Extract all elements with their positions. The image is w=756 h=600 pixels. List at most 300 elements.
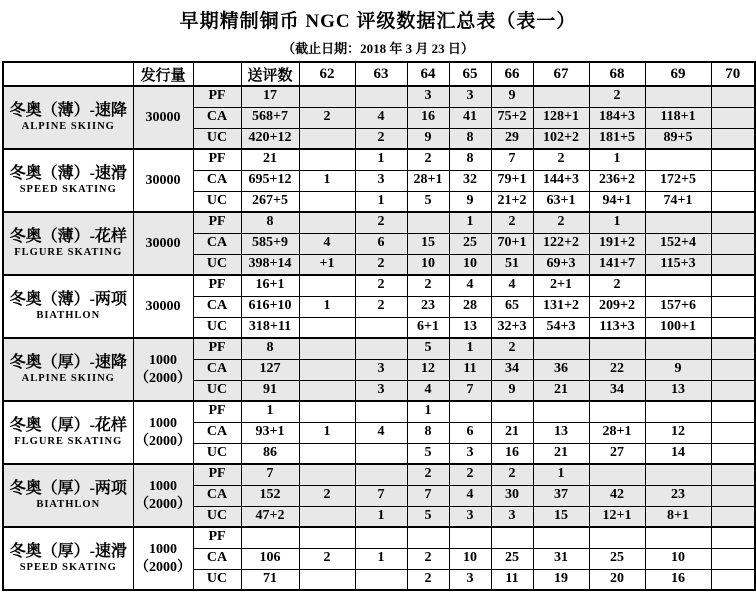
- grade-cell: 5: [407, 338, 449, 359]
- grade-cell: 28+1: [407, 170, 449, 191]
- grade-cell: 10: [449, 254, 491, 275]
- header-blank-label: [3, 62, 133, 86]
- submission-count: [241, 527, 299, 548]
- grade-cell: [711, 548, 755, 569]
- grade-cell: 31: [533, 548, 589, 569]
- grade-cell: [299, 275, 355, 296]
- mintage-value: [133, 149, 193, 212]
- grade-cell: 2: [355, 128, 407, 149]
- grade-cell: 2: [407, 569, 449, 590]
- grade-cell: [711, 380, 755, 401]
- grade-cell: 65: [491, 296, 533, 317]
- grade-cell: 4: [355, 107, 407, 128]
- grade-cell: 21: [533, 380, 589, 401]
- grade-type: UC: [193, 317, 241, 338]
- grade-cell: 6: [449, 422, 491, 443]
- page-title: 早期精制铜币 NGC 评级数据汇总表（表一）: [179, 11, 577, 32]
- grade-cell: [711, 401, 755, 422]
- grade-cell: [711, 485, 755, 506]
- grade-cell: [299, 569, 355, 590]
- grade-cell: [299, 380, 355, 401]
- submission-count: 152: [241, 485, 299, 506]
- header-blank-type: [193, 62, 241, 86]
- grade-cell: [645, 275, 711, 296]
- grade-cell: 8: [449, 128, 491, 149]
- grade-cell: [533, 338, 589, 359]
- submission-count: 398+14: [241, 254, 299, 275]
- grade-cell: 9: [449, 191, 491, 212]
- grade-cell: 74+1: [645, 191, 711, 212]
- coin-label: [3, 275, 133, 338]
- grade-cell: 89+5: [645, 128, 711, 149]
- grade-cell: 2: [407, 464, 449, 485]
- header-grade-67: 67: [533, 62, 589, 86]
- submission-count: 71: [241, 569, 299, 590]
- header-grade-66: 66: [491, 62, 533, 86]
- submission-count: 8: [241, 338, 299, 359]
- grade-cell: 3: [491, 506, 533, 527]
- grade-cell: 7: [355, 485, 407, 506]
- grade-cell: [645, 464, 711, 485]
- grade-cell: 157+6: [645, 296, 711, 317]
- grade-cell: 1: [299, 170, 355, 191]
- grade-cell: 6+1: [407, 317, 449, 338]
- grade-cell: [355, 401, 407, 422]
- grade-cell: [711, 527, 755, 548]
- grade-cell: [533, 527, 589, 548]
- submission-count: 17: [241, 86, 299, 107]
- submission-count: 91: [241, 380, 299, 401]
- grade-cell: 1: [299, 422, 355, 443]
- grade-cell: [355, 86, 407, 107]
- grade-cell: 30: [491, 485, 533, 506]
- header-grade-68: 68: [589, 62, 645, 86]
- grade-cell: 4: [407, 380, 449, 401]
- grade-cell: 2: [533, 212, 589, 233]
- grade-cell: +1: [299, 254, 355, 275]
- coin-label: [3, 527, 133, 590]
- grade-cell: 10: [449, 548, 491, 569]
- grade-cell: 21+2: [491, 191, 533, 212]
- grade-type: CA: [193, 233, 241, 254]
- grade-type: PF: [193, 401, 241, 422]
- grade-cell: 4: [449, 275, 491, 296]
- submission-count: 47+2: [241, 506, 299, 527]
- grade-cell: [299, 338, 355, 359]
- mintage-line: 30000: [145, 109, 181, 125]
- grade-cell: 1: [589, 212, 645, 233]
- grade-cell: 113+3: [589, 317, 645, 338]
- grade-cell: 9: [407, 128, 449, 149]
- grade-cell: 10: [645, 548, 711, 569]
- grade-cell: 2: [533, 149, 589, 170]
- grade-cell: 1: [299, 296, 355, 317]
- grade-cell: 32+3: [491, 317, 533, 338]
- grade-cell: 4: [449, 485, 491, 506]
- grade-cell: 22: [589, 359, 645, 380]
- submission-count: 568+7: [241, 107, 299, 128]
- grade-type: PF: [193, 464, 241, 485]
- submission-count: 1: [241, 401, 299, 422]
- grade-type: PF: [193, 86, 241, 107]
- grade-cell: 1: [355, 191, 407, 212]
- table-row: [3, 401, 755, 422]
- grade-cell: [645, 338, 711, 359]
- grade-cell: 144+3: [533, 170, 589, 191]
- grade-cell: 6: [355, 233, 407, 254]
- grade-cell: 2: [491, 464, 533, 485]
- coin-name-cn: 冬奥（厚）-两项: [9, 480, 127, 498]
- header-grade-64: 64: [407, 62, 449, 86]
- table-row: [3, 275, 755, 296]
- table-row: [3, 527, 755, 548]
- grade-cell: 5: [407, 443, 449, 464]
- grade-cell: 3: [407, 86, 449, 107]
- grade-cell: 75+2: [491, 107, 533, 128]
- grade-cell: 184+3: [589, 107, 645, 128]
- page-subtitle: （截止日期：2018 年 3 月 23 日）: [282, 41, 474, 56]
- grade-cell: 2: [299, 485, 355, 506]
- grade-cell: [491, 527, 533, 548]
- grade-cell: 8+1: [645, 506, 711, 527]
- coin-name-en: BIATHLON: [36, 310, 101, 322]
- grade-cell: 16: [491, 443, 533, 464]
- grade-cell: 28: [449, 296, 491, 317]
- coin-name-cn: 冬奥（薄）-两项: [9, 291, 127, 309]
- grade-cell: 34: [491, 359, 533, 380]
- grade-cell: [407, 212, 449, 233]
- grade-cell: [711, 338, 755, 359]
- header-mintage: 发行量: [133, 62, 193, 86]
- header-grade-62: 62: [299, 62, 355, 86]
- grade-cell: 2: [355, 212, 407, 233]
- coin-name-cn: 冬奥（厚）-速滑: [9, 543, 127, 561]
- grade-cell: 8: [407, 422, 449, 443]
- coin-label: [3, 401, 133, 464]
- grade-cell: 9: [645, 359, 711, 380]
- grade-type: CA: [193, 422, 241, 443]
- grade-cell: 191+2: [589, 233, 645, 254]
- table-row: [3, 149, 755, 170]
- grade-cell: 2: [299, 548, 355, 569]
- header-grade-63: 63: [355, 62, 407, 86]
- mintage-line: （2000）: [135, 496, 191, 512]
- coin-name-en: BIATHLON: [36, 499, 101, 511]
- grade-cell: 12: [645, 422, 711, 443]
- grade-type: UC: [193, 506, 241, 527]
- coin-name-cn: 冬奥（厚）-速降: [9, 354, 127, 372]
- grade-cell: [355, 569, 407, 590]
- grade-cell: 1: [355, 548, 407, 569]
- grade-cell: 2: [407, 149, 449, 170]
- grade-cell: 4: [491, 275, 533, 296]
- table-row: [3, 338, 755, 359]
- grade-cell: 131+2: [533, 296, 589, 317]
- grade-cell: 2: [589, 86, 645, 107]
- grade-cell: 70+1: [491, 233, 533, 254]
- grade-cell: [645, 149, 711, 170]
- table-row: [3, 464, 755, 485]
- grade-cell: [299, 128, 355, 149]
- grade-cell: 209+2: [589, 296, 645, 317]
- grade-cell: [299, 149, 355, 170]
- grade-cell: 37: [533, 485, 589, 506]
- table-row: [3, 212, 755, 233]
- grade-cell: 1: [355, 506, 407, 527]
- grade-cell: [355, 464, 407, 485]
- grade-cell: [711, 464, 755, 485]
- grade-cell: 29: [491, 128, 533, 149]
- coin-label: [3, 149, 133, 212]
- coin-name-cn: 冬奥（薄）-速滑: [9, 165, 127, 183]
- mintage-line: 1000: [149, 542, 177, 557]
- mintage-value: [133, 338, 193, 401]
- grade-cell: 118+1: [645, 107, 711, 128]
- grade-cell: [589, 338, 645, 359]
- grade-type: CA: [193, 359, 241, 380]
- submission-count: 86: [241, 443, 299, 464]
- grade-cell: 11: [491, 569, 533, 590]
- submission-count: 7: [241, 464, 299, 485]
- grade-cell: [711, 422, 755, 443]
- grade-cell: [711, 569, 755, 590]
- grade-cell: 42: [589, 485, 645, 506]
- grade-cell: 102+2: [533, 128, 589, 149]
- grade-cell: 19: [533, 569, 589, 590]
- header-row: [3, 62, 755, 86]
- grade-cell: [299, 359, 355, 380]
- mintage-value: [133, 527, 193, 590]
- grade-cell: [711, 107, 755, 128]
- grade-cell: 2: [491, 212, 533, 233]
- grade-cell: 3: [449, 443, 491, 464]
- coin-name-en: ALPINE SKIING: [21, 121, 115, 133]
- grade-cell: [299, 86, 355, 107]
- grade-cell: 172+5: [645, 170, 711, 191]
- submission-count: 616+10: [241, 296, 299, 317]
- grade-cell: 41: [449, 107, 491, 128]
- grade-type: PF: [193, 149, 241, 170]
- grade-cell: 1: [449, 212, 491, 233]
- grade-cell: [711, 506, 755, 527]
- mintage-value: [133, 86, 193, 149]
- grade-cell: [645, 401, 711, 422]
- grade-cell: [355, 338, 407, 359]
- grade-cell: 3: [355, 380, 407, 401]
- grade-cell: 25: [589, 548, 645, 569]
- grade-type: CA: [193, 296, 241, 317]
- grade-cell: 2+1: [533, 275, 589, 296]
- coin-name-cn: 冬奥（薄）-花样: [9, 228, 127, 246]
- mintage-line: 30000: [145, 235, 181, 251]
- grade-type: CA: [193, 107, 241, 128]
- coin-name-en: ALPINE SKIING: [21, 373, 115, 385]
- grade-cell: 69+3: [533, 254, 589, 275]
- mintage-line: （2000）: [135, 433, 191, 449]
- grade-cell: [711, 212, 755, 233]
- grade-cell: 51: [491, 254, 533, 275]
- submission-count: 695+12: [241, 170, 299, 191]
- grade-type: PF: [193, 275, 241, 296]
- grade-cell: 16: [645, 569, 711, 590]
- grade-type: UC: [193, 191, 241, 212]
- grade-cell: [711, 233, 755, 254]
- mintage-value: [133, 401, 193, 464]
- grade-cell: 25: [449, 233, 491, 254]
- grade-type: CA: [193, 548, 241, 569]
- grade-cell: [299, 506, 355, 527]
- grade-cell: 13: [449, 317, 491, 338]
- grade-cell: [711, 443, 755, 464]
- grade-cell: [533, 86, 589, 107]
- coin-label: [3, 464, 133, 527]
- mintage-value: [133, 212, 193, 275]
- grade-cell: [589, 464, 645, 485]
- grade-cell: 12+1: [589, 506, 645, 527]
- grade-cell: 4: [299, 233, 355, 254]
- grade-cell: 100+1: [645, 317, 711, 338]
- submission-count: 8: [241, 212, 299, 233]
- header-grade-69: 69: [645, 62, 711, 86]
- grade-cell: [299, 317, 355, 338]
- grade-cell: 2: [407, 548, 449, 569]
- grade-cell: [711, 296, 755, 317]
- mintage-line: 1000: [149, 416, 177, 431]
- grade-cell: [711, 149, 755, 170]
- grade-cell: 7: [407, 485, 449, 506]
- coin-name-en: SPEED SKATING: [19, 562, 117, 574]
- grade-cell: 3: [355, 170, 407, 191]
- grade-cell: [533, 401, 589, 422]
- grade-cell: 16: [407, 107, 449, 128]
- submission-count: 21: [241, 149, 299, 170]
- grade-cell: 11: [449, 359, 491, 380]
- mintage-line: 1000: [149, 353, 177, 368]
- grade-cell: [711, 191, 755, 212]
- grade-cell: [299, 212, 355, 233]
- grade-cell: [711, 86, 755, 107]
- coin-name-en: FLGURE SKATING: [14, 436, 123, 448]
- grade-type: PF: [193, 527, 241, 548]
- grade-cell: 21: [533, 443, 589, 464]
- header-grade-70: 70: [711, 62, 755, 86]
- grade-cell: [449, 527, 491, 548]
- submission-count: 420+12: [241, 128, 299, 149]
- grade-cell: [711, 317, 755, 338]
- grade-cell: [355, 527, 407, 548]
- grade-cell: 1: [589, 149, 645, 170]
- grade-type: PF: [193, 212, 241, 233]
- grade-type: UC: [193, 569, 241, 590]
- header-grade-65: 65: [449, 62, 491, 86]
- grade-cell: 79+1: [491, 170, 533, 191]
- grade-cell: 5: [407, 191, 449, 212]
- grade-cell: 3: [449, 569, 491, 590]
- submission-count: 16+1: [241, 275, 299, 296]
- grade-cell: [711, 128, 755, 149]
- grade-cell: 21: [491, 422, 533, 443]
- grade-cell: 3: [449, 506, 491, 527]
- grade-cell: 7: [449, 380, 491, 401]
- grade-cell: 94+1: [589, 191, 645, 212]
- grade-cell: [711, 254, 755, 275]
- mintage-value: [133, 275, 193, 338]
- mintage-line: 1000: [149, 479, 177, 494]
- grade-cell: 54+3: [533, 317, 589, 338]
- coin-label: [3, 86, 133, 149]
- grade-cell: 27: [589, 443, 645, 464]
- grade-cell: [449, 401, 491, 422]
- grade-cell: [355, 317, 407, 338]
- grade-cell: 2: [589, 275, 645, 296]
- grade-cell: 15: [407, 233, 449, 254]
- grade-type: CA: [193, 170, 241, 191]
- grade-cell: [299, 401, 355, 422]
- grade-cell: 2: [407, 275, 449, 296]
- grade-cell: [645, 212, 711, 233]
- grade-cell: 2: [491, 338, 533, 359]
- grade-cell: [299, 527, 355, 548]
- grade-cell: [299, 191, 355, 212]
- grade-cell: 2: [355, 296, 407, 317]
- submission-count: 93+1: [241, 422, 299, 443]
- grade-cell: [589, 527, 645, 548]
- coin-name-cn: 冬奥（薄）-速降: [9, 102, 127, 120]
- grade-cell: [407, 527, 449, 548]
- grade-cell: 23: [407, 296, 449, 317]
- grade-type: UC: [193, 254, 241, 275]
- grade-cell: [645, 86, 711, 107]
- grade-cell: 63+1: [533, 191, 589, 212]
- grade-cell: 15: [533, 506, 589, 527]
- grade-type: CA: [193, 485, 241, 506]
- grade-cell: 34: [589, 380, 645, 401]
- submission-count: 585+9: [241, 233, 299, 254]
- grade-cell: 3: [449, 86, 491, 107]
- mintage-line: 30000: [145, 298, 181, 314]
- grade-cell: 8: [449, 149, 491, 170]
- coin-name-en: SPEED SKATING: [19, 184, 117, 196]
- grade-cell: [645, 527, 711, 548]
- grade-cell: 12: [407, 359, 449, 380]
- mintage-value: [133, 464, 193, 527]
- grade-cell: 32: [449, 170, 491, 191]
- grade-cell: 23: [645, 485, 711, 506]
- grade-cell: 128+1: [533, 107, 589, 128]
- grade-cell: 2: [449, 464, 491, 485]
- grade-type: UC: [193, 443, 241, 464]
- grade-cell: 5: [407, 506, 449, 527]
- mintage-line: （2000）: [135, 370, 191, 386]
- grade-cell: 13: [533, 422, 589, 443]
- grade-type: PF: [193, 338, 241, 359]
- grade-cell: 1: [533, 464, 589, 485]
- grade-cell: 9: [491, 86, 533, 107]
- submission-count: 127: [241, 359, 299, 380]
- grade-cell: 115+3: [645, 254, 711, 275]
- grade-cell: 25: [491, 548, 533, 569]
- grade-cell: 9: [491, 380, 533, 401]
- grade-cell: 141+7: [589, 254, 645, 275]
- coin-label: [3, 338, 133, 401]
- submission-count: 318+11: [241, 317, 299, 338]
- header-count: 送评数: [241, 62, 299, 86]
- grade-cell: [355, 443, 407, 464]
- grade-cell: 10: [407, 254, 449, 275]
- grade-cell: 20: [589, 569, 645, 590]
- grade-cell: 122+2: [533, 233, 589, 254]
- grade-type: UC: [193, 128, 241, 149]
